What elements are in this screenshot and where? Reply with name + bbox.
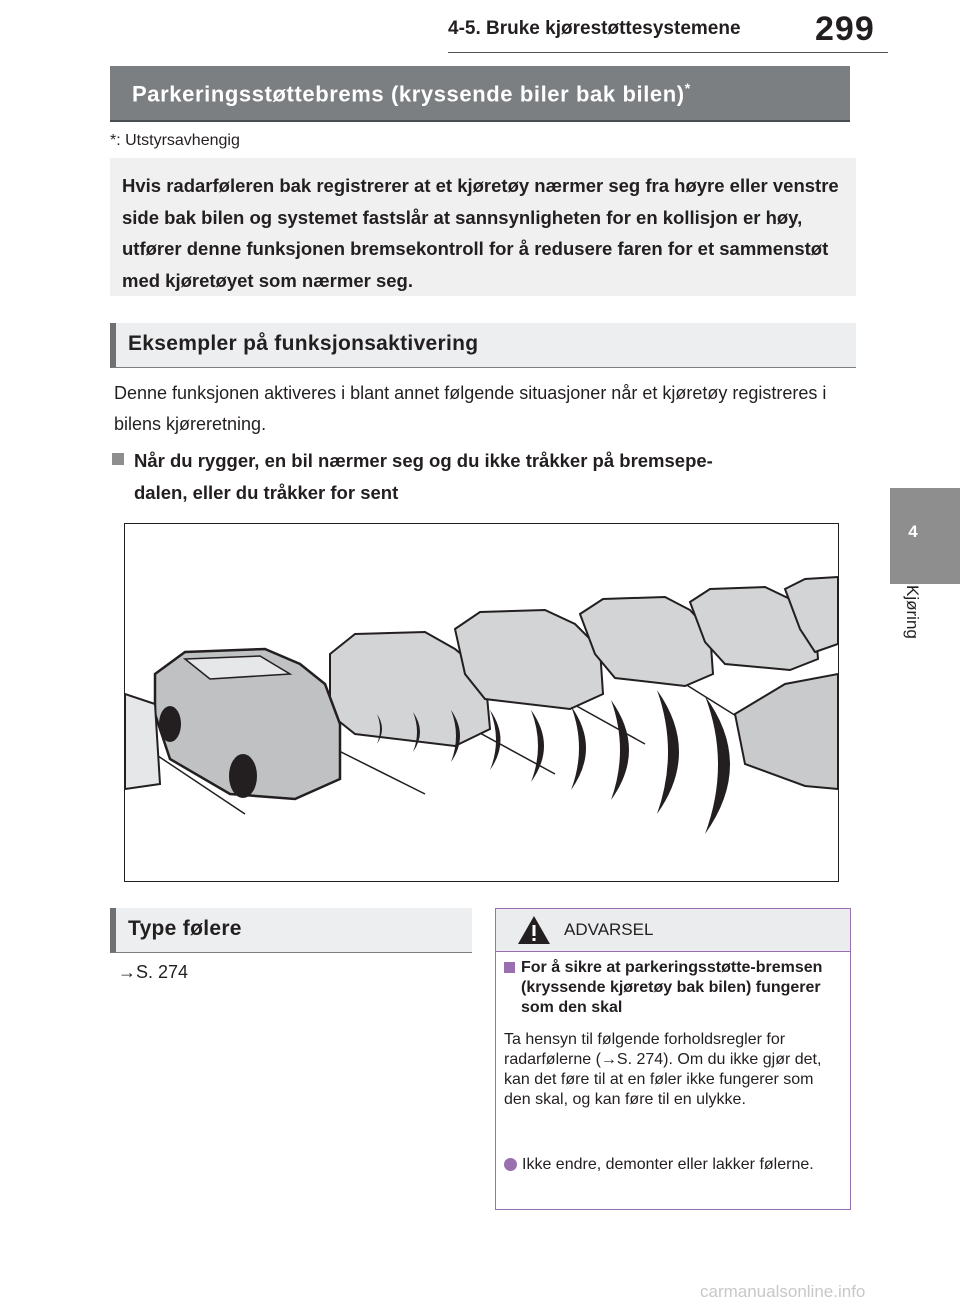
warning-triangle-icon (516, 914, 552, 951)
page-number: 299 (815, 10, 875, 48)
warning-item-heading-text: For å sikre at parkeringsstøtte-bremsen (kryssende kjøretøy bak bilen) fungerer som den skal (521, 959, 823, 1016)
page-title-text: Parkeringsstøttebrems (kryssende biler bak bilen) (132, 81, 685, 107)
side-car (125, 694, 160, 789)
watermark: carmanualsonline.info (700, 1282, 866, 1301)
parking-illustration (124, 523, 839, 882)
examples-intro: Denne funksjonen aktiveres i blant annet følgende situasjoner når et kjøretøy registreres i bilens kjøreretning. (114, 383, 827, 434)
warning-body: Ta hensyn til følgende forholdsregler for radarfølerne (→S. 274). Om du ikke gjør det, kan det føre til at en føler ikke fungerer som den skal, og kan føre til en ulykke. (504, 1031, 822, 1108)
page-title (132, 80, 691, 107)
warning-square-bullet-icon (504, 962, 515, 973)
title-asterisk: * (684, 80, 691, 96)
warning-bullet-text: Ikke endre, demonter eller lakker følerne. (522, 1156, 814, 1173)
chapter-label (896, 585, 926, 675)
example-bullet-line2: dalen, eller du tråkker for sent (134, 481, 399, 503)
warning-title: ADVARSEL (564, 920, 654, 939)
summary-text: Hvis radarføleren bak registrerer at et kjøretøy nærmer seg fra høyre eller venstre side bak bilen og systemet fastslår at sannsynligheten for en kollisjon er høy, utfører denne funksjonen bremsekontroll for å redusere faren for et sammenstøt med kjøretøyet som nærmer seg. (122, 175, 839, 291)
square-bullet-icon (112, 453, 124, 465)
reversing-suv (155, 649, 340, 799)
chapter-label-text: Kjøring (903, 585, 922, 639)
chapter-number: 4 (908, 522, 918, 541)
header-section-title: 4-5. Bruke kjørestøttesystemene (448, 18, 741, 39)
examples-heading: Eksempler på funksjonsaktivering (128, 332, 479, 355)
warning-item-heading (504, 958, 840, 1018)
parking-scene-svg (125, 524, 838, 881)
example-bullet-line1: Når du rygger, en bil nærmer seg og du ikke tråkker på bremsepe- (134, 450, 713, 471)
example-bullet (112, 445, 842, 508)
header-divider (448, 52, 888, 53)
round-bullet-icon (504, 1158, 517, 1171)
approaching-car (735, 674, 838, 789)
footnote: *: Utstyrsavhengig (110, 132, 240, 149)
sensor-types-reference: →S. 274 (118, 962, 189, 982)
sensor-types-heading: Type følere (128, 917, 242, 940)
warning-bullet (504, 1155, 840, 1175)
